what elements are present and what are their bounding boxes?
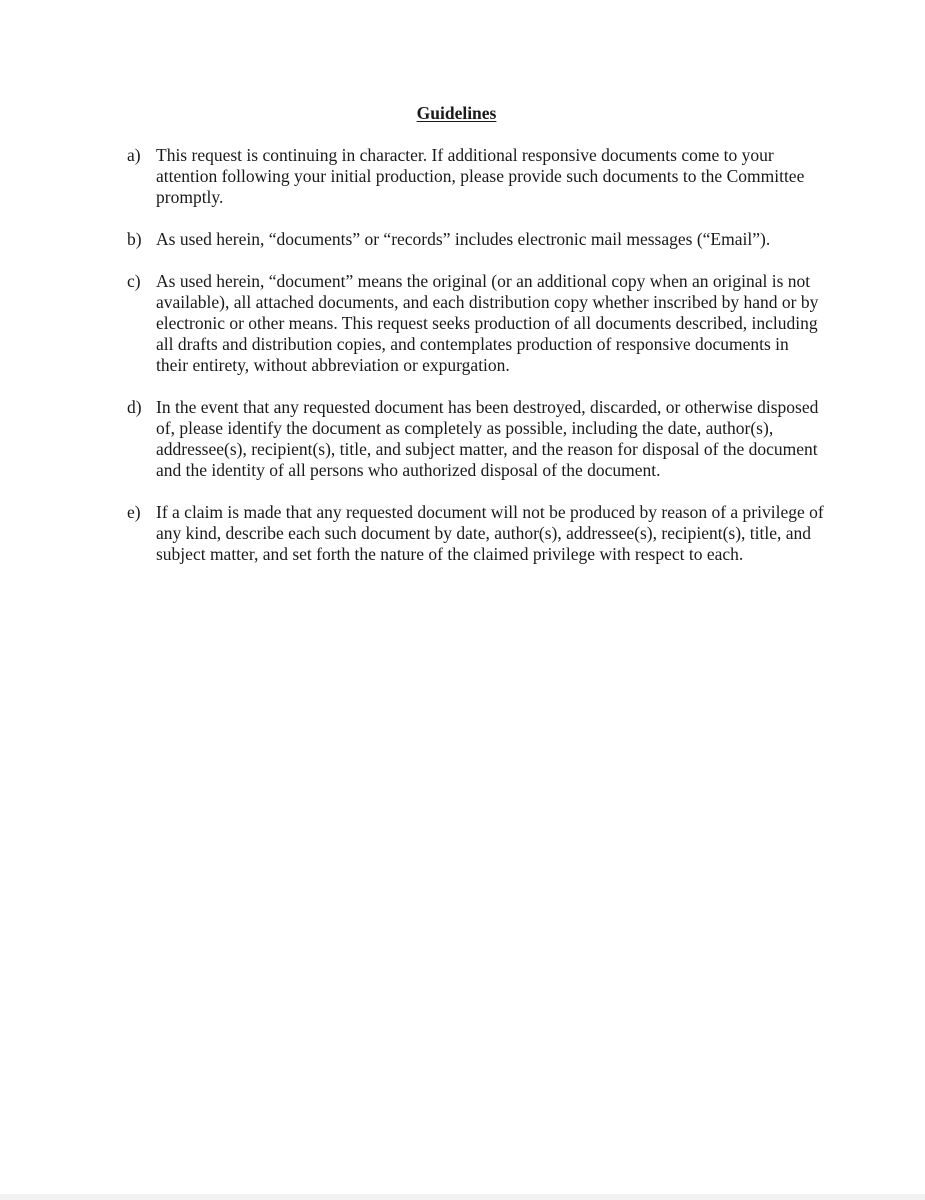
item-text: As used herein, “documents” or “records” includes electronic mail messages (“Email”).	[156, 229, 771, 249]
item-marker: a)	[127, 145, 141, 165]
item-text: This request is continuing in character. If additional responsive documents come to your attention following your initial production, please provide such documents to the Committee promptly.	[156, 145, 805, 207]
list-item	[127, 229, 827, 250]
item-marker: c)	[127, 271, 141, 291]
item-text: In the event that any requested document has been destroyed, discarded, or otherwise disposed of, please identify the document as completely as possible, including the date, author(s), addressee(s), recipient(s), title, and subject matter, and the reason for disposal of the document and the identity of all persons who authorized disposal of the document.	[156, 397, 819, 480]
scan-edge	[0, 1194, 925, 1200]
item-text: As used herein, “document” means the original (or an additional copy when an original is not available), all attached documents, and each distribution copy whether inscribed by hand or by electronic or other means. This request seeks production of all documents described, including all drafts and distribution copies, and contemplates production of responsive documents in their entirety, without abbreviation or expurgation.	[156, 271, 819, 375]
guidelines-list	[127, 145, 827, 586]
item-marker: e)	[127, 502, 141, 522]
list-item	[127, 271, 827, 376]
item-marker: d)	[127, 397, 142, 417]
list-item	[127, 397, 827, 481]
page-title: Guidelines	[416, 103, 497, 123]
list-item	[127, 145, 827, 208]
list-item	[127, 502, 827, 565]
item-marker: b)	[127, 229, 142, 249]
item-text: If a claim is made that any requested document will not be produced by reason of a privilege of any kind, describe each such document by date, author(s), addressee(s), recipient(s), title, and subject matter, and set forth the nature of the claimed privilege with respect to each.	[156, 502, 824, 564]
